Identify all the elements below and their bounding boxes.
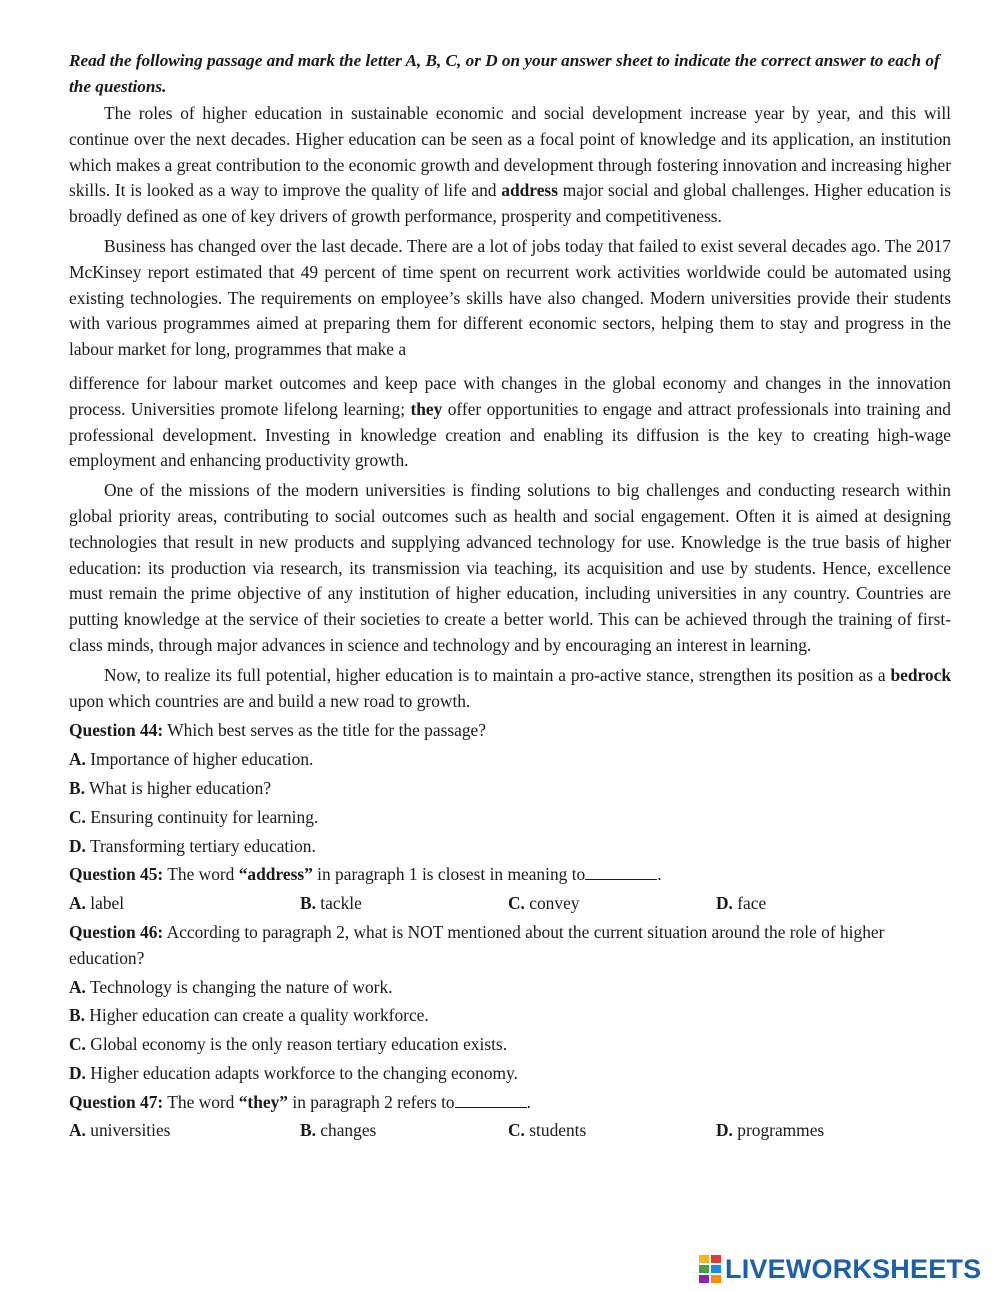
liveworksheets-logo: LIVEWORKSHEETS <box>699 1254 981 1284</box>
question-44-option-b[interactable]: B. What is higher education? <box>69 777 272 798</box>
question-45: Question 45: The word “address” in paragraph 1 is closest in meaning to . <box>69 864 662 885</box>
instruction-text: Read the following passage and mark the letter A, B, C, or D on your answer sheet to indicate the correct answer to each of the questions. <box>69 51 940 96</box>
question-47-options <box>69 1118 951 1144</box>
worksheet-page <box>69 48 951 1147</box>
question-47-option-a[interactable]: A. universities <box>69 1120 171 1141</box>
passage-paragraph-4: Now, to realize its full potential, higher education is to maintain a pro-active stance, strengthen its position as a bedrock upon which countries are and build a new road to growth. <box>69 664 951 711</box>
question-45-option-c[interactable]: C. convey <box>508 893 580 914</box>
question-44-option-d[interactable]: D. Transforming tertiary education. <box>69 835 316 856</box>
question-46-option-d[interactable]: D. Higher education adapts workforce to the changing economy. <box>69 1062 518 1083</box>
liveworksheets-logo-icon <box>699 1255 721 1283</box>
keyword-bedrock: bedrock <box>890 664 951 685</box>
question-47: Question 47: The word “they” in paragraph 2 refers to . <box>69 1091 531 1112</box>
question-46: Question 46: According to paragraph 2, what is NOT mentioned about the current situation around the role of higher education? <box>69 921 885 968</box>
question-45-option-b[interactable]: B. tackle <box>300 893 362 914</box>
question-45-option-a[interactable]: A. label <box>69 893 125 914</box>
question-44-option-a[interactable]: A. Importance of higher education. <box>69 749 314 770</box>
passage-paragraph-2: Business has changed over the last decade. There are a lot of jobs today that failed to exist several decades ago. The 2017 McKinsey report estimated that 49 percent of time spent on recurrent work activities worldwide could be automated using existing technologies. The requirements on employee’s skills have also changed. Modern universities provide their students with various programmes aimed at preparing them for different economic sectors, helping them to stay and progress in the labour market for long, programmes that make a <box>69 235 951 360</box>
passage-paragraph-1: The roles of higher education in sustainable economic and social development increase year by year, and this will continue over the next decades. Higher education can be seen as a focal point of knowledge and its application, an institution which makes a great contribution to the economic growth and development through fostering innovation and increasing higher skills. It is looked as a way to improve the quality of life and address major social and global challenges. Higher education is broadly defined as one of key drivers of growth performance, prosperity and competitiveness. <box>69 103 951 227</box>
question-45-options <box>69 891 951 917</box>
question-45-option-d[interactable]: D. face <box>716 893 767 914</box>
question-47-option-c[interactable]: C. students <box>508 1120 587 1141</box>
passage-paragraph-2-continued: difference for labour market outcomes and keep pace with changes in the global economy and changes in the innovation process. Universities promote lifelong learning; they offer opportunities to engage and attract professionals into training and professional development. Investing in knowledge creation and enabling its diffusion is the key to creating high-wage employment and enhancing productivity growth. <box>69 372 951 471</box>
passage-paragraph-3: One of the missions of the modern universities is finding solutions to big challenges and conducting research within global priority areas, contributing to social outcomes such as health and social engagement. Often it is aimed at designing technologies that result in new products and supplying advanced technology for use. Knowledge is the true basis of higher education: its production via research, its transmission via teaching, its acquisition and use by students. Hence, excellence must remain the prime objective of any institution of higher education, including universities in any country. Countries are putting knowledge at the service of their societies to create a better world. This can be achieved through the training of first-class minds, through major advances in science and technology and by encouraging an interest in learning. <box>69 480 951 655</box>
question-47-option-d[interactable]: D. programmes <box>716 1120 825 1141</box>
keyword-address: address <box>501 180 558 201</box>
question-46-option-c[interactable]: C. Global economy is the only reason tertiary education exists. <box>69 1034 508 1055</box>
question-44: Question 44: Which best serves as the title for the passage? <box>69 720 486 741</box>
question-47-option-b[interactable]: B. changes <box>300 1120 377 1141</box>
keyword-they: they <box>410 398 443 419</box>
answer-blank <box>585 865 657 880</box>
answer-blank <box>455 1093 527 1108</box>
question-44-option-c[interactable]: C. Ensuring continuity for learning. <box>69 806 319 827</box>
question-46-option-a[interactable]: A. Technology is changing the nature of work. <box>69 976 393 997</box>
question-46-option-b[interactable]: B. Higher education can create a quality workforce. <box>69 1005 429 1026</box>
